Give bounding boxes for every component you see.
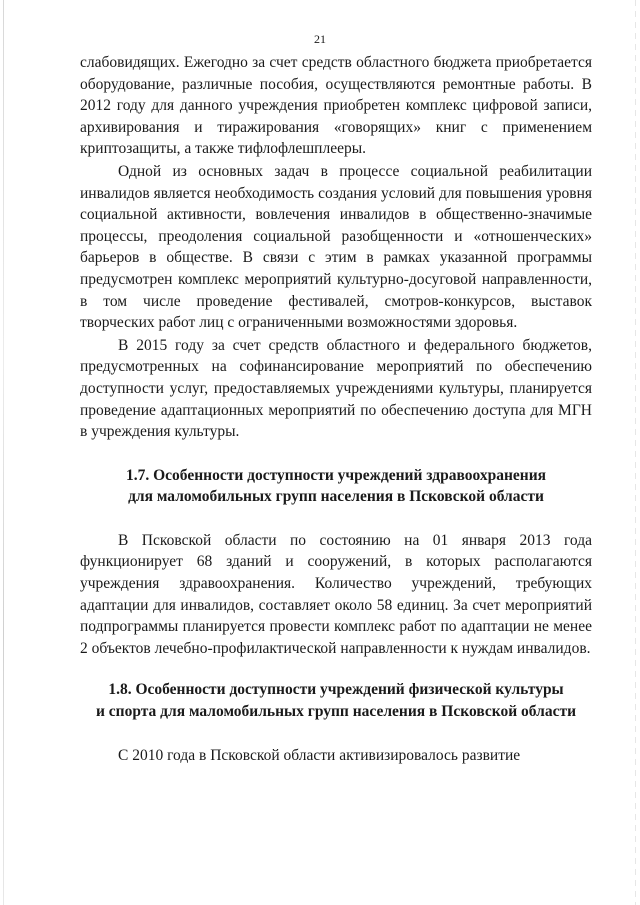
section-heading-1-8 — [80, 679, 592, 722]
paragraph-sport-development: С 2010 года в Псковской области активизировалось развитие — [118, 746, 521, 764]
scan-edge-left — [3, 0, 4, 905]
paragraph-healthcare-institutions: В Псковской области по состоянию на 01 января 2013 года функционирует 68 зданий и сооружений, в которых располагаются учреждения здравоохранения. Количество учреждений, требующих адаптации для инвалидов, составляет около 58 единиц. За счет мероприятий подпрограммы планируется провести комплекс работ по адаптации не менее 2 объектов лечебно-профилактической направленности к нуждам инвалидов. — [80, 531, 592, 657]
paragraph-social-rehabilitation: Одной из основных задач в процессе социальной реабилитации инвалидов является необходимость создания условий для повышения уровня социальной активности, вовлечения инвалидов в общественно-значимые процессы, преодоления социальной разобщенности и «отношенческих» барьеров в обществе. В связи с этим в рамках указанной программы предусмотрен комплекс мероприятий культурно-досуговой направленности, в том числе проведение фестивалей, смотров-конкурсов, выставок творческих работ лиц с ограниченными возможностями здоровья. — [80, 162, 592, 332]
section-heading-1-8-line1: 1.8. Особенности доступности учреждений физической культуры — [108, 681, 564, 699]
section-heading-1-7-line1: 1.7. Особенности доступности учреждений здравоохранения — [125, 466, 547, 484]
section-heading-1-8-line2: и спорта для маломобильных групп населения в Псковской области — [95, 703, 577, 721]
document-body — [80, 52, 592, 766]
scan-edge-right — [635, 0, 636, 905]
paragraph-braille-library: слабовидящих. Ежегодно за счет средств областного бюджета приобретается оборудование, различные пособия, осуществляются ремонтные работы. В 2012 году для данного учреждения приобретен комплекс цифровой записи, архивирования и тиражирования «говорящих» книг с применением криптозащиты, а также тифлофлешплееры. — [80, 54, 592, 158]
section-heading-1-7-line2: для маломобильных групп населения в Псковской области — [128, 488, 544, 506]
paragraph-culture-budget-2015: В 2015 году за счет средств областного и федерального бюджетов, предусмотренных на софинансирование мероприятий по обеспечению доступности услуг, предоставляемых учреждениями культуры, планируется проведение адаптационных мероприятий по обеспечению доступа для МГН в учреждения культуры. — [80, 336, 592, 441]
section-heading-1-7 — [80, 465, 592, 508]
page-number: 21 — [314, 32, 326, 46]
